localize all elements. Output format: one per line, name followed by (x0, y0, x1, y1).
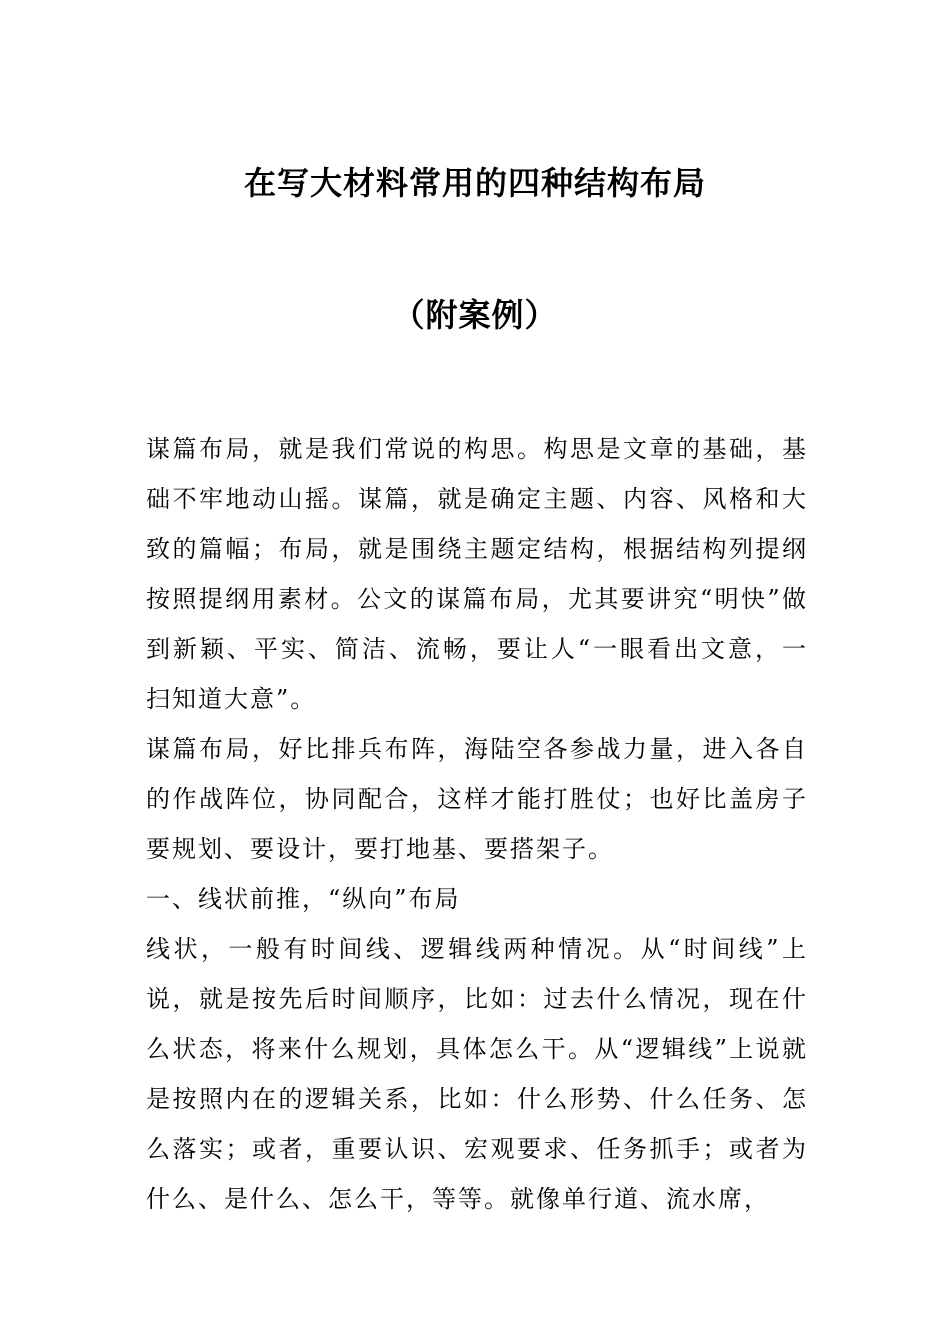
section-heading-1: 一、线状前推，“纵向”布局 (146, 885, 461, 913)
paragraph-linear: 线状，一般有时间线、逻辑线两种情况。从“时间线”上说，就是按先后时间顺序，比如：过去什么情况，现在什么状态，将来什么规划，具体怎么干。从“逻辑线”上说就是按照内在的逻辑关系，比如：什么形势、什么任务、怎么落实；或者，重要认识、宏观要求、任务抓手；或者为什么、是什么、怎么干，等等。就像单行道、流水席， (146, 935, 808, 1213)
paragraph-analogy: 谋篇布局，好比排兵布阵，海陆空各参战力量，进入各自的作战阵位，协同配合，这样才能打胜仗；也好比盖房子要规划、要设计，要打地基、要搭架子。 (146, 735, 808, 863)
document-body (146, 424, 808, 1224)
document-title: 在写大材料常用的四种结构布局 (243, 164, 706, 202)
paragraph-intro: 谋篇布局，就是我们常说的构思。构思是文章的基础，基础不牢地动山摇。谋篇，就是确定主题、内容、风格和大致的篇幅；布局，就是围绕主题定结构，根据结构列提纲按照提纲用素材。公文的谋篇布局，尤其要讲究“明快”做到新颖、平实、简洁、流畅，要让人“一眼看出文意，一扫知道大意”。 (146, 435, 808, 713)
document-subtitle: （附案例） (392, 296, 558, 334)
